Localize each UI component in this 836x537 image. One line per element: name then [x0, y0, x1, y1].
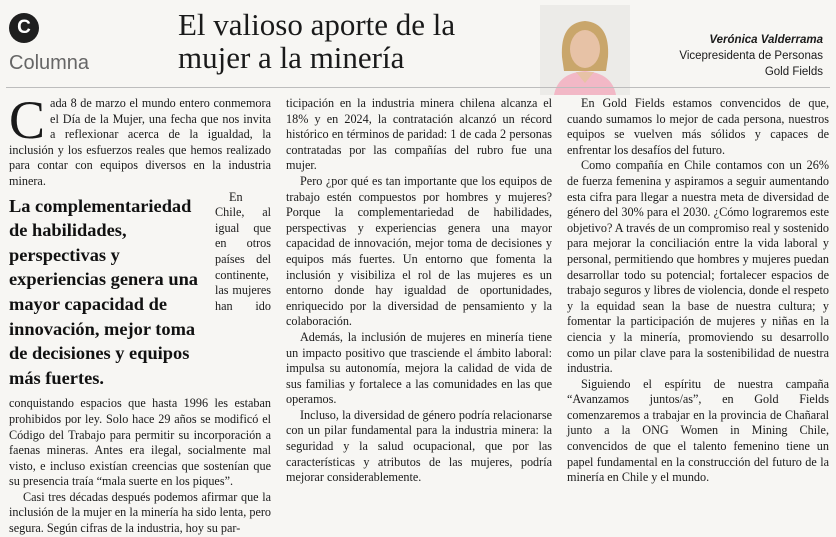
- pull-quote: La complementariedad de habilidades, perspectivas y experiencias genera una mayor capacidad de innovación, mejor toma de decisiones y equipos más fuertes.: [9, 195, 198, 388]
- author-role: Vicepresidenta de Personas: [679, 50, 823, 62]
- paragraph: Además, la inclusión de mujeres en minería tiene un impacto positivo que trasciende el ámbito laboral: impulsa su autonomía, mejora la calidad de vida de sus familias y fortalece a las comunidades en las que operamos.: [286, 329, 552, 407]
- paragraph-text: ada 8 de marzo el mundo entero conmemora el Día de la Mujer, una fecha que nos invita a reflexionar acerca de la igualdad, la inclusión y los esfuerzos reales que hemos realizado para contar con equipos diversos en la industria minera.: [9, 96, 271, 188]
- header-divider: [6, 87, 830, 88]
- headline: El valioso aporte de la mujer a la minería: [178, 7, 456, 75]
- author-portrait: [540, 5, 630, 95]
- section-badge: C: [9, 13, 39, 43]
- author-block: [679, 32, 823, 80]
- article-column-1: [9, 90, 271, 537]
- paragraph: Como compañía en Chile contamos con un 26% de fuerza femenina y aspiramos a seguir aumentando esta cifra para llegar a nuestra meta de diversidad de género del 30% para el 2030. ¿Cómo lograremos este objetivo? A través de un compromiso real y sostenido para mejorar la conciliación entre la vida laboral y personal, permitiendo que hombres y mujeres puedan desarrollar todo su potencial; fortalecer espacios de trabajo seguros y libres de violencia, donde el respeto y la equidad sean la base de nuestra cultura; y fomentar la participación de mujeres y niñas en la ciencia y la minería, promoviendo su desarrollo como un pilar clave para la sostenibilidad de nuestra industria.: [567, 158, 829, 376]
- author-name: Verónica Valderrama: [709, 34, 823, 46]
- article-column-2: [286, 96, 552, 486]
- paragraph: Incluso, la diversidad de género podría relacionarse con un pilar fundamental para la industria minera: la seguridad y la salud ocupacional, que por las características y atributos de las mujeres, podría mejorar considerablemente.: [286, 407, 552, 485]
- paragraph: En Chile, al igual que en otros países del continente, las mujeres han ido conquistando espacios que hasta 1996 les estaban prohibidos por ley. Solo hace 29 años se modificó el Código del Trabajo para permitir su incorporación a faenas mineras. Antes era ilegal, socialmente mal visto, e incluso existían creencias que sostenían que su presencia traía “mala suerte en los piques”.: [9, 189, 271, 489]
- paragraph: ticipación en la industria minera chilena alcanza el 18% y en 2024, la contratación alcanzó un récord histórico en términos de paridad: 1 de cada 2 personas contratadas por las compañías del rubro fue una mujer.: [286, 96, 552, 173]
- drop-cap: C: [9, 90, 46, 150]
- paragraph: Pero ¿por qué es tan importante que los equipos de trabajo estén compuestos por hombres y mujeres? Porque la complementariedad de habilidades, perspectivas y experiencias genera una mayor capacidad de innovación, mejor toma de decisiones y equipos más fuertes. Un entorno que fomenta la inclusión y visibiliza el rol de las mujeres es un entorno donde hay igualdad de oportunidades, enriquecido por la diversidad de pensamiento y la colaboración.: [286, 173, 552, 329]
- author-company: Gold Fields: [764, 66, 823, 78]
- author-photo-icon: [540, 5, 630, 95]
- paragraph: [9, 90, 271, 190]
- section-label: Columna: [9, 52, 90, 74]
- paragraph: En Gold Fields estamos convencidos de que, cuando sumamos lo mejor de cada persona, nuestros equipos se vuelven más sólidos y capaces de enfrentar los desafíos del futuro.: [567, 96, 829, 157]
- paragraph: Siguiendo el espíritu de nuestra campaña “Avanzamos juntos/as”, en Gold Fields comenzaremos a trabajar en la provincia de Chañaral junto a la ONG Women in Mining Chile, convencidos de que el talento femenino tiene un papel fundamental en la construcción del futuro de la minería en Chile y el mundo.: [567, 376, 829, 485]
- paragraph: Casi tres décadas después podemos afirmar que la inclusión de la mujer en la minería ha sido lenta, pero segura. Según cifras de la industria, hoy su par-: [9, 489, 271, 536]
- article-column-3: [567, 96, 829, 486]
